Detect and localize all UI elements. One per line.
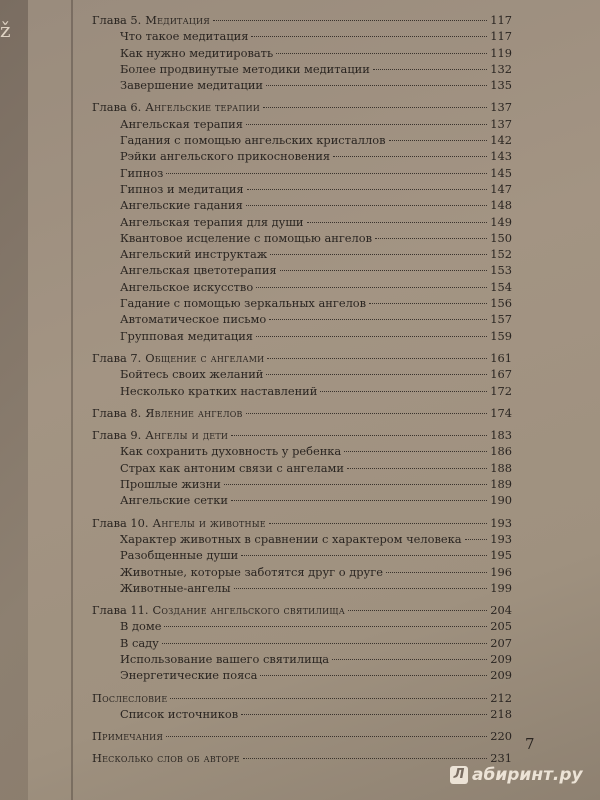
section-title: Гипноз	[120, 165, 164, 180]
section-page: 149	[490, 214, 512, 229]
dot-leader	[332, 659, 487, 660]
toc-chapter-row	[92, 12, 512, 28]
dot-leader	[243, 758, 487, 759]
section-title: Несколько кратких наставлений	[120, 383, 318, 398]
section-title: В доме	[120, 619, 162, 634]
chapter-number: Глава 9.	[92, 428, 142, 443]
chapter-title: Ангелы и животные	[152, 515, 266, 530]
chapter-title: Медитация	[145, 13, 210, 27]
toc-section-row	[92, 116, 512, 132]
section-title: Групповая медитация	[120, 328, 253, 343]
toc-section-row	[92, 77, 512, 93]
section-page: 135	[490, 78, 512, 93]
dot-leader	[256, 336, 487, 337]
section-title: Список источников	[120, 706, 239, 721]
toc-chapter-row	[92, 690, 512, 706]
chapter-title: Общение с ангелами	[145, 350, 265, 365]
section-page: 209	[490, 668, 512, 683]
chapter-page: 117	[490, 13, 512, 27]
section-page: 167	[490, 367, 512, 382]
section-page: 188	[490, 460, 512, 475]
chapter-title: Послесловие	[92, 690, 168, 705]
toc-section-row	[92, 531, 512, 547]
section-page: 195	[490, 548, 512, 563]
toc-section-row	[92, 667, 512, 683]
section-title: Более продвинутые методики медитации	[120, 61, 370, 76]
chapter-page: 231	[490, 751, 512, 766]
dot-leader	[269, 523, 487, 524]
dot-leader	[344, 451, 487, 452]
section-title: Автоматическое письмо	[120, 312, 267, 327]
toc-chapter-row	[92, 350, 512, 366]
section-title: Страх как антоним связи с ангелами	[120, 460, 344, 475]
section-title: Ангельские гадания	[120, 198, 243, 213]
dot-leader	[246, 413, 487, 414]
section-title: Ангельский инструктаж	[120, 247, 268, 262]
chapter-page: 174	[490, 405, 512, 420]
section-page: 209	[490, 651, 512, 666]
dot-leader	[247, 189, 487, 190]
dot-leader	[164, 626, 487, 627]
dot-leader	[270, 254, 487, 255]
dot-leader	[347, 468, 487, 469]
section-title: Гадания с помощью ангельских кристаллов	[120, 133, 386, 148]
toc-section-row	[92, 383, 512, 399]
dot-leader	[267, 358, 487, 359]
section-page: 152	[490, 247, 512, 262]
section-title: Квантовое исцеление с помощью ангелов	[120, 230, 373, 245]
dot-leader	[246, 205, 487, 206]
chapter-title: Ангельские терапии	[145, 100, 260, 115]
section-page: 148	[490, 198, 512, 213]
section-title: Ангельские сетки	[120, 493, 228, 508]
section-title: Характер животных в сравнении с характером человека	[120, 531, 462, 546]
chapter-title: Создание ангельского святилища	[152, 603, 345, 618]
section-page: 153	[490, 263, 512, 278]
toc-section-row	[92, 165, 512, 181]
section-title: Бойтесь своих желаний	[120, 367, 264, 382]
labirint-logo-icon: Л	[450, 766, 468, 784]
chapter-page: 212	[490, 690, 512, 705]
toc-section-row	[92, 547, 512, 563]
section-title: Гипноз и медитация	[120, 181, 244, 196]
dot-leader	[263, 107, 487, 108]
section-title: В саду	[120, 635, 159, 650]
dot-leader	[224, 484, 487, 485]
page-number: 7	[525, 735, 535, 753]
section-title: Энергетические пояса	[120, 668, 258, 683]
chapter-title: Несколько слов об авторе	[92, 751, 240, 766]
toc-section-row	[92, 148, 512, 164]
section-page: 150	[490, 230, 512, 245]
section-page: 205	[490, 619, 512, 634]
chapter-number: Глава 6.	[92, 100, 142, 115]
dot-leader	[234, 588, 487, 589]
toc-section-row	[92, 311, 512, 327]
chapter-page: 183	[490, 428, 512, 443]
toc-section-row	[92, 492, 512, 508]
margin-line	[71, 0, 73, 800]
corner-mark: ž	[0, 18, 11, 42]
dot-leader	[231, 500, 487, 501]
section-title: Разобщенные души	[120, 548, 239, 563]
section-title: Животные-ангелы	[120, 580, 231, 595]
chapter-number: Глава 7.	[92, 350, 142, 365]
section-title: Как сохранить духовность у ребенка	[120, 444, 342, 459]
dot-leader	[269, 319, 487, 320]
chapter-number: Глава 8.	[92, 405, 142, 420]
toc-chapter-row	[92, 427, 512, 443]
dot-leader	[280, 270, 487, 271]
section-page: 199	[490, 580, 512, 595]
chapter-title: Ангелы и дети	[145, 428, 229, 443]
section-page: 147	[490, 181, 512, 196]
toc-section-row	[92, 214, 512, 230]
section-title: Как нужно медитировать	[120, 45, 274, 60]
watermark	[450, 765, 583, 785]
toc-chapter-row	[92, 99, 512, 115]
section-title: Ангельская терапия	[120, 116, 243, 131]
section-page: 156	[490, 296, 512, 311]
toc-section-row	[92, 279, 512, 295]
toc-chapter-row	[92, 405, 512, 421]
watermark-text: абиринт.ру	[472, 765, 583, 785]
toc-chapter-row	[92, 602, 512, 618]
toc-section-row	[92, 181, 512, 197]
section-title: Что такое медитация	[120, 29, 249, 44]
chapter-page: 161	[490, 350, 512, 365]
section-page: 190	[490, 493, 512, 508]
section-page: 218	[490, 706, 512, 721]
chapter-title: Явление ангелов	[145, 405, 243, 420]
toc-section-row	[92, 476, 512, 492]
dot-leader	[369, 303, 487, 304]
section-page: 159	[490, 328, 512, 343]
toc-section-row	[92, 618, 512, 634]
section-page: 172	[490, 383, 512, 398]
dot-leader	[241, 555, 487, 556]
dot-leader	[307, 222, 487, 223]
chapter-page: 193	[490, 515, 512, 530]
dot-leader	[465, 539, 487, 540]
chapter-number: Глава 11.	[92, 603, 149, 618]
section-page: 186	[490, 444, 512, 459]
toc-section-row	[92, 706, 512, 722]
section-title: Завершение медитации	[120, 78, 264, 93]
toc-section-row	[92, 635, 512, 651]
section-title: Животные, которые заботятся друг о друге	[120, 564, 383, 579]
section-page: 154	[490, 279, 512, 294]
toc-section-row	[92, 197, 512, 213]
dot-leader	[348, 610, 487, 611]
toc-section-row	[92, 262, 512, 278]
toc-section-row	[92, 580, 512, 596]
chapter-number: Глава 10.	[92, 515, 149, 530]
toc-section-row	[92, 230, 512, 246]
toc-section-row	[92, 651, 512, 667]
section-page: 142	[490, 133, 512, 148]
toc-section-row	[92, 295, 512, 311]
dot-leader	[266, 85, 487, 86]
dot-leader	[386, 572, 487, 573]
dot-leader	[170, 698, 487, 699]
section-title: Ангельская терапия для души	[120, 214, 304, 229]
toc-section-row	[92, 443, 512, 459]
dot-leader	[373, 69, 487, 70]
dot-leader	[213, 20, 487, 21]
toc-section-row	[92, 460, 512, 476]
dot-leader	[166, 736, 487, 737]
dot-leader	[231, 435, 487, 436]
dot-leader	[320, 391, 487, 392]
dot-leader	[256, 287, 487, 288]
dot-leader	[166, 173, 487, 174]
dot-leader	[333, 156, 487, 157]
toc-section-row	[92, 246, 512, 262]
dot-leader	[251, 36, 487, 37]
chapter-number: Глава 5.	[92, 13, 142, 27]
section-page: 132	[490, 61, 512, 76]
section-page: 137	[490, 116, 512, 131]
dot-leader	[276, 53, 487, 54]
section-page: 143	[490, 149, 512, 164]
toc-section-row	[92, 61, 512, 77]
section-title: Гадание с помощью зеркальных ангелов	[120, 296, 367, 311]
section-page: 196	[490, 564, 512, 579]
chapter-page: 220	[490, 729, 512, 744]
section-title: Ангельская цветотерапия	[120, 263, 277, 278]
section-page: 157	[490, 312, 512, 327]
section-page: 189	[490, 477, 512, 492]
section-title: Прошлые жизни	[120, 477, 221, 492]
section-page: 119	[490, 45, 512, 60]
dot-leader	[246, 124, 487, 125]
toc-section-row	[92, 28, 512, 44]
toc-section-row	[92, 45, 512, 61]
toc-section-row	[92, 366, 512, 382]
toc-section-row	[92, 564, 512, 580]
section-title: Ангельское искусство	[120, 279, 254, 294]
section-title: Рэйки ангельского прикосновения	[120, 149, 331, 164]
chapter-title: Примечания	[92, 729, 163, 744]
toc-chapter-row	[92, 515, 512, 531]
toc-section-row	[92, 132, 512, 148]
section-page: 117	[490, 29, 512, 44]
dot-leader	[375, 238, 487, 239]
toc-section-row	[92, 328, 512, 344]
dot-leader	[260, 675, 487, 676]
section-page: 207	[490, 635, 512, 650]
dot-leader	[241, 714, 487, 715]
section-page: 193	[490, 531, 512, 546]
chapter-page: 204	[490, 603, 512, 618]
toc-chapter-row	[92, 728, 512, 744]
chapter-page: 137	[490, 100, 512, 115]
table-of-contents	[92, 12, 512, 767]
dot-leader	[266, 374, 487, 375]
dot-leader	[162, 643, 487, 644]
toc-chapter-row	[92, 750, 512, 766]
section-page: 145	[490, 165, 512, 180]
dot-leader	[389, 140, 487, 141]
section-title: Использование вашего святилища	[120, 651, 330, 666]
